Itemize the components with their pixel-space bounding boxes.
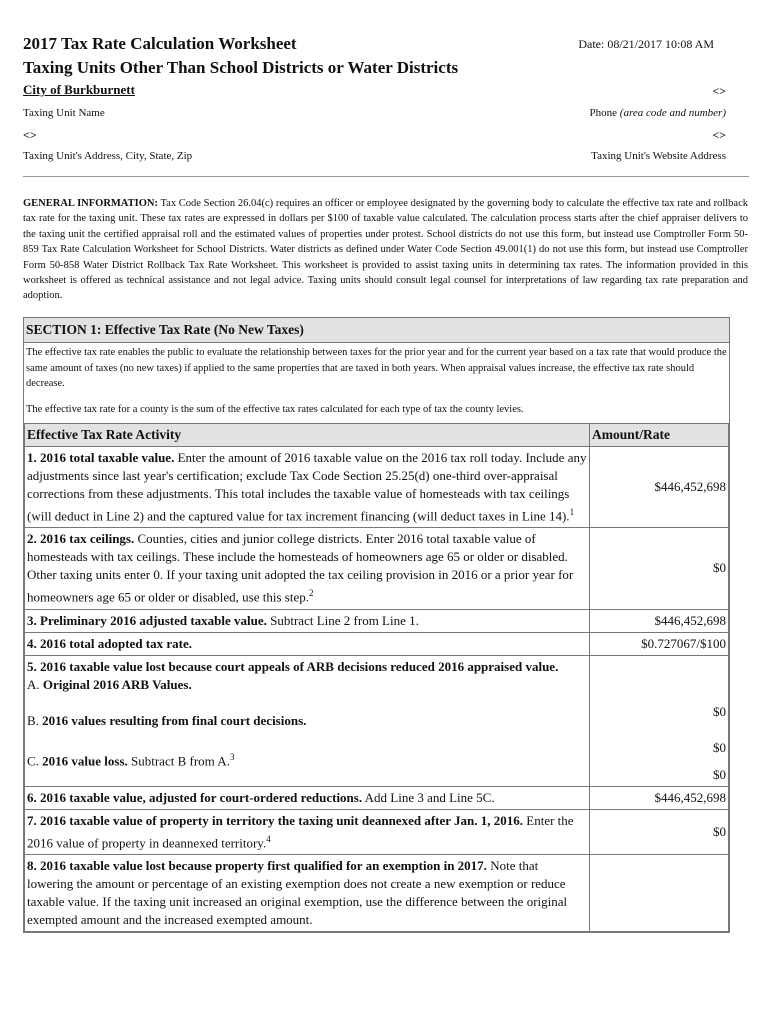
section-1-intro-paragraph: The effective tax rate enables the public to evaluate the relationship between taxes for the prior year and for the current year based on a tax rate that would produce the same amount of taxes (no new taxes) if applied to the same properties that are taxed in both years. When appraisal values increase, the effective tax rate should decrease.	[26, 347, 727, 389]
footnote-marker: 2	[308, 588, 314, 599]
section-1-intro-paragraph: The effective tax rate for a county is the sum of the effective tax rates calculated for each type of tax the county levies.	[26, 403, 524, 415]
section-1	[23, 317, 730, 933]
table-row	[25, 632, 729, 655]
effective-rate-table	[24, 423, 729, 932]
line-5b	[27, 712, 587, 748]
table-row	[25, 447, 729, 528]
taxing-unit-name-value: City of Burkburnett	[23, 82, 135, 97]
website-label: Taxing Unit's Website Address	[591, 150, 726, 162]
worksheet-page	[23, 30, 748, 927]
line-2-description	[25, 528, 590, 609]
taxing-unit-name-label: Taxing Unit Name	[23, 107, 105, 119]
table-header-row	[25, 424, 729, 447]
table-row	[25, 655, 729, 786]
footnote-marker: 3	[229, 751, 235, 762]
phone-label-text: Phone	[589, 107, 618, 119]
line-2-title: 2. 2016 tax ceilings.	[27, 531, 135, 547]
table-row	[25, 809, 729, 854]
line-1-title: 1. 2016 total taxable value.	[27, 450, 175, 465]
line-7-text: Enter the 2016 value of property in deannexed territory.	[27, 812, 574, 850]
footnote-marker: 4	[266, 833, 271, 844]
table-row	[25, 528, 729, 609]
line-5a-title: Original 2016 ARB Values.	[42, 676, 192, 692]
table-row	[25, 854, 729, 931]
table-row	[25, 609, 729, 632]
general-information	[23, 196, 748, 304]
line-6-amount: $446,452,698	[590, 786, 729, 809]
phone-hint: (area code and number)	[619, 107, 726, 119]
line-5a-amount: $0	[713, 703, 726, 719]
section-1-title: SECTION 1: Effective Tax Rate (No New Taxes)	[24, 318, 729, 343]
line-6-text: Add Line 3 and Line 5C.	[362, 789, 495, 805]
line-5c-prefix: C.	[27, 752, 43, 768]
worksheet-title: 2017 Tax Rate Calculation Worksheet	[23, 34, 297, 53]
line-5-description	[25, 655, 590, 786]
line-5b-amount: $0	[713, 739, 726, 755]
line-5-title: 5. 2016 taxable value lost because court appeals of ARB decisions reduced 2016 appraised value.	[27, 658, 559, 674]
website-placeholder-icon: <>	[712, 128, 726, 142]
line-6-description	[25, 786, 590, 809]
address-label: Taxing Unit's Address, City, State, Zip	[23, 150, 193, 162]
line-5a-prefix: A.	[27, 676, 43, 692]
line-5c-amount: $0	[713, 766, 726, 782]
general-info-body: Tax Code Section 26.04(c) requires an officer or employee designated by the governing body to calculate the effective tax rate and rollback tax rate for the taxing unit. These tax rates are expressed in dollars per $100 of taxable value calculated. The calculation process starts after the chief appraiser delivers to the taxing unit the certified appraisal roll and the estimated values of properties under protest. School districts do not use this form, but instead use Comptroller Form 50-859 Tax Rate Calculation Worksheet for School Districts. Water districts as defined under Water Code Section 49.001(1) do not use this form, but instead use Comptroller Form 50-858 Water District Rollback Tax Rate Worksheet. This worksheet is provided to assist taxing units in determining tax rates. The information provided in this worksheet is offered as technical assistance and not legal advice. Taxing units should consult legal counsel for interpretations of law regarding tax rate preparation and adoption.	[23, 198, 748, 302]
line-5c	[27, 748, 587, 770]
line-6-title: 6. 2016 taxable value, adjusted for court-ordered reductions.	[27, 789, 363, 805]
address-placeholder-icon: <>	[23, 128, 37, 142]
column-header-amount: Amount/Rate	[590, 424, 729, 447]
line-1-amount: $446,452,698	[590, 447, 729, 528]
line-8-text: Note that lowering the amount or percentage of an existing exemption does not create a new exemption or reduce taxable value. If the taxing unit increased an original exemption, use the difference between the original exempted amount and the increased exempted amount.	[27, 857, 568, 927]
line-4-amount: $0.727067/$100	[590, 632, 729, 655]
header-divider	[23, 176, 749, 177]
line-5-amounts	[590, 655, 729, 786]
line-3-text: Subtract Line 2 from Line 1.	[266, 612, 419, 628]
phone-label	[590, 107, 726, 119]
line-1-text: Enter the amount of 2016 taxable value on the 2016 tax roll today. Include any adjustments since last year's certification; exclude Tax Code Section 25.25(d) one-third over-appraisal corrections from these adjustments. This total includes the taxable value of homesteads with tax ceilings (will deduct in Line 2) and the captured value for tax increment financing (will deduct taxes in Line 14).	[27, 450, 587, 524]
phone-placeholder-icon: <>	[712, 84, 726, 98]
line-1-description	[25, 447, 590, 528]
line-8-amount	[590, 854, 729, 931]
line-3-title: 3. Preliminary 2016 adjusted taxable value.	[27, 612, 267, 628]
line-3-description	[25, 609, 590, 632]
line-7-title: 7. 2016 taxable value of property in territory the taxing unit deannexed after Jan. 1, 2016.	[27, 812, 524, 828]
worksheet-subtitle: Taxing Units Other Than School Districts or Water Districts	[23, 58, 459, 77]
line-4-title: 4. 2016 total adopted tax rate.	[27, 635, 193, 651]
table-row	[25, 786, 729, 809]
line-7-amount: $0	[590, 809, 729, 854]
line-5b-prefix: B.	[27, 712, 43, 728]
line-5c-title: 2016 value loss.	[42, 752, 128, 768]
column-header-activity: Effective Tax Rate Activity	[25, 424, 590, 447]
general-info-lead: GENERAL INFORMATION:	[23, 198, 158, 209]
line-2-amount: $0	[590, 528, 729, 609]
line-5b-title: 2016 values resulting from final court decisions.	[42, 712, 307, 728]
line-8-description	[25, 854, 590, 931]
line-8-title: 8. 2016 taxable value lost because property first qualified for an exemption in 2017.	[27, 857, 487, 873]
line-5a	[27, 676, 587, 712]
line-3-amount: $446,452,698	[590, 609, 729, 632]
line-4-description	[25, 632, 590, 655]
line-2-text: Counties, cities and junior college districts. Enter 2016 total taxable value of homesteads with tax ceilings. These include the homesteads of homeowners age 65 or older or disabled. Other taxing units enter 0. If your taxing unit adopted the tax ceiling provision in 2016 or a prior year for homeowners age 65 or older or disabled, use this step.	[27, 531, 574, 605]
line-7-description	[25, 809, 590, 854]
footnote-marker: 1	[569, 507, 575, 517]
date-stamp: Date: 08/21/2017 10:08 AM	[578, 37, 714, 51]
line-5c-text: Subtract B from A.	[127, 752, 230, 768]
section-1-intro	[24, 343, 729, 423]
